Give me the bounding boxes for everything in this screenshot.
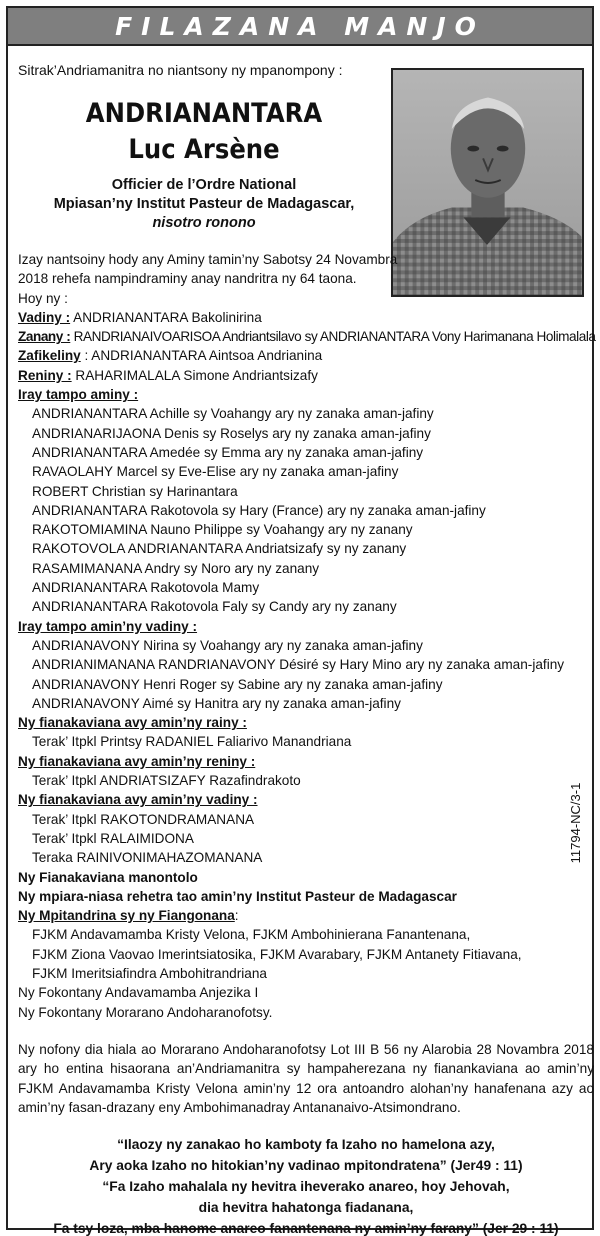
list-item: Terak’ Itpkl RALAIMIDONA [32,830,194,846]
list-item: ROBERT Christian sy Harinantara [32,483,238,499]
section-label-fianakaviana-reniny: Ny fianakaviana avy amin’ny reniny : [18,753,256,769]
list-item: FJKM Imeritsiafindra Ambohitrandriana [32,965,267,981]
section-label-fianakaviana-vadiny: Ny fianakaviana avy amin’ny vadiny : [18,792,258,808]
announcement-line: 2018 rehefa nampindraminy anay nandritra ny 64 taona. [18,271,357,287]
notice-body [18,250,594,1236]
list-item: RAKOTOVOLA ANDRIANANTARA Andriatsizafy sy ny zanany [32,541,407,557]
deceased-title-employer: Mpiasan’ny Institut Pasteur de Madagascar, [53,196,355,212]
deceased-title-retired: nisotro ronono [152,215,256,231]
family-value: ANDRIANANTARA Bakolinirina [70,309,262,325]
list-item: Terak’ Itpkl Printsy RADANIEL Faliarivo Manandriana [32,734,352,750]
list-item: ANDRIANARIJAONA Denis sy Roselys ary ny zanaka aman-jafiny [32,425,431,441]
announcement-line: Izay nantsoiny hody any Aminy tamin’ny Sabotsy 24 Novambra [18,252,398,267]
section-label-iray-tampo-aminy: Iray tampo aminy : [18,387,139,403]
verse-line: “Fa Izaho mahalala ny hevitra iheverako anareo, hoy Jehovah, [102,1178,510,1194]
verse-line: Fa tsy loza, mba hanome anareo fanantenana ny amin’ny farany” (Jer 29 : 11) [53,1220,559,1236]
obituary-notice [6,6,596,1236]
list-item: ANDRIANANTARA Rakotovola sy Hary (France) ary ny zanaka aman-jafiny [32,502,486,518]
family-label: Vadiny : [18,309,71,325]
list-item: ANDRIANAVONY Nirina sy Voahangy ary ny zanaka aman-jafiny [32,637,423,653]
list-item: ANDRIANANTARA Rakotovola Mamy [32,580,260,596]
list-item: RASAMIMANANA Andry sy Noro ary ny zanany [32,560,320,576]
list-item: Teraka RAINIVONIMAHAZOMANANA [32,850,263,866]
verse-line: “Ilaozy ny zanakao ho kamboty fa Izaho no hamelona azy, [117,1136,495,1152]
deceased-given-name: Luc Arsène [128,134,280,165]
family-label: Reniny : [18,367,72,383]
deceased-name-block [18,96,390,233]
deceased-title-order: Officier de l’Ordre National [111,177,297,193]
family-vadiny [18,308,594,327]
family-whole-line: Ny Fianakaviana manontolo [18,869,198,885]
colleagues-line: Ny mpiara-niasa rehetra tao amin’ny Institut Pasteur de Madagascar [18,888,457,904]
family-reniny [18,366,594,385]
header-title: FILAZANA MANJO [115,11,485,41]
list-item: Terak’ Itpkl RAKOTONDRAMANANA [32,811,255,827]
list-item: FJKM Andavamamba Kristy Velona, FJKM Ambohinierana Fanantenana, [32,927,471,943]
list-item: ANDRIANIMANANA RANDRIANAVONY Désiré sy Hary Mino ary ny zanaka aman-jafiny [32,657,565,673]
intro-line: Sitrak’Andriamanitra no niantsony ny mpanompony : [18,62,343,78]
family-label: Zanany : [18,329,71,345]
family-zanany [18,327,594,346]
list-item: RAVAOLAHY Marcel sy Eve-Elise ary ny zanaka aman-jafiny [32,464,399,480]
list-item: RAKOTOMIAMINA Nauno Philippe sy Voahangy ary ny zanany [32,522,413,538]
section-label-fianakaviana-rainy: Ny fianakaviana avy amin’ny rainy : [18,715,247,731]
section-label-mpitandrina: Ny Mpitandrina sy ny Fiangonana [18,908,235,924]
section-label-iray-tampo-vadiny: Iray tampo amin’ny vadiny : [18,618,198,634]
label-colon: : [234,908,239,924]
list-item: ANDRIANANTARA Amedée sy Emma ary ny zanaka aman-jafiny [32,444,424,460]
family-zafikeliny [18,346,594,365]
list-item: Terak’ Itpkl ANDRIATSIZAFY Razafindrakoto [32,773,301,789]
verse-line: dia hevitra hahatonga fiadanana, [198,1199,414,1215]
scripture-verses [18,1134,594,1236]
verse-line: Ary aoka Izaho no hitokian’ny vadinao mpitondratena” (Jer49 : 11) [89,1157,523,1173]
reference-code: 11794-NC/3-1 [568,782,583,864]
family-value: RAHARIMALALA Simone Andriantsizafy [71,367,318,383]
list-item: FJKM Ziona Vaovao Imerintsiatosika, FJKM Avarabary, FJKM Antanety Fitiavana, [32,946,522,962]
list-item: ANDRIANAVONY Henri Roger sy Sabine ary ny zanaka aman-jafiny [32,676,443,692]
family-label: Zafikeliny [18,348,81,364]
family-value: RANDRIANAIVOARISOA Andriantsilavo sy ANDRIANANTARA Vony Harimanana Holimalala [70,329,596,345]
list-item: ANDRIANAVONY Aimé sy Hanitra ary ny zanaka aman-jafiny [32,695,401,711]
list-item: ANDRIANANTARA Rakotovola Faly sy Candy ary ny zanany [32,599,397,615]
fokontany-line: Ny Fokontany Morarano Andoharanofotsy. [18,1004,273,1020]
section-mpitandrina [18,906,594,925]
fokontany-line: Ny Fokontany Andavamamba Anjezika I [18,985,259,1001]
deceased-surname: ANDRIANANTARA [85,98,323,129]
family-value: : ANDRIANANTARA Aintsoa Andrianina [80,348,323,364]
announcement-line: Hoy ny : [18,290,68,306]
list-item: ANDRIANANTARA Achille sy Voahangy ary ny zanaka aman-jafiny [32,406,434,422]
notice-header [8,8,592,46]
burial-paragraph: Ny nofony dia hiala ao Morarano Andoharanofotsy Lot III B 56 ny Alarobia 28 Novambra 2018 ary ho entina hisaorana an’Andriamanitra sy hampaherezana ny fianankaviana ao amin’ny FJKM Andavamamba Kristy Velona amin’ny 12 ora antoandro alohan’ny hanafenana azy ao amin’ny fasan-drazany eny Ambohimanadray Antananaivo-Atsimondrano. [18,1041,594,1116]
